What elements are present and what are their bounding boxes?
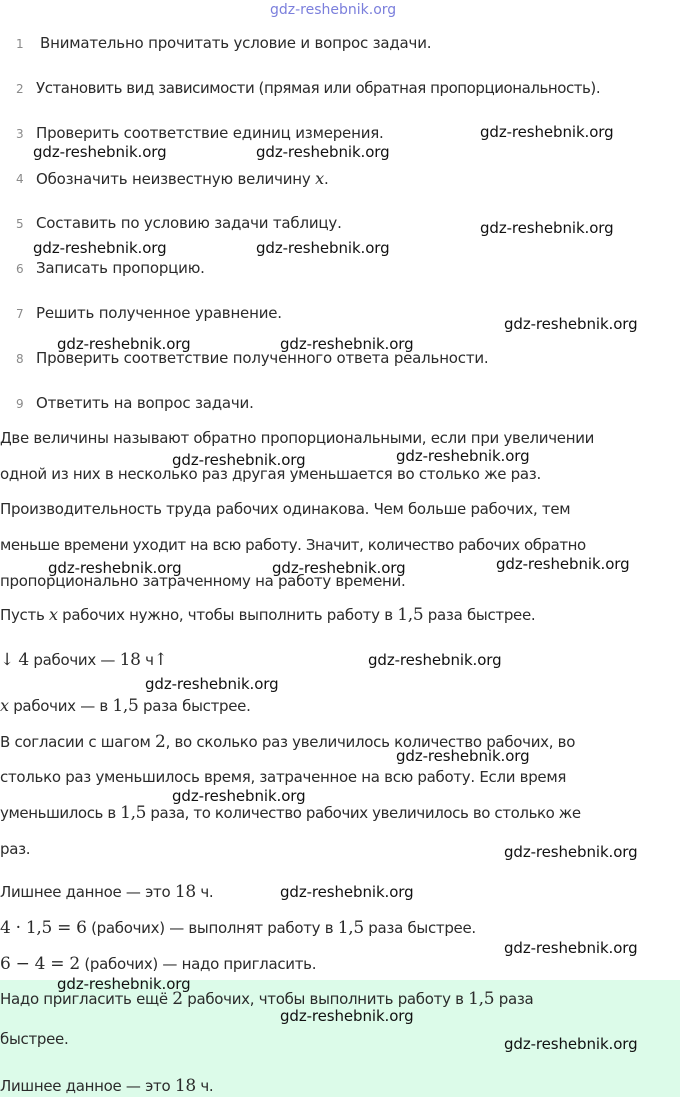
watermark: gdz-reshebnik.org xyxy=(57,335,191,353)
step-text: Решить полученное уравнение. xyxy=(36,304,282,322)
watermark: gdz-reshebnik.org xyxy=(280,335,414,353)
reasoning-line: Производительность труда рабочих одинакова. Чем больше рабочих, тем xyxy=(0,500,571,518)
calc-line-2: 6 − 4 = 2 (рабочих) — надо пригласить. xyxy=(0,954,317,974)
step-number: 2 xyxy=(16,82,24,96)
watermark: gdz-reshebnik.org xyxy=(48,559,182,577)
step-text: Составить по условию задачи таблицу. xyxy=(36,214,342,232)
step-number: 8 xyxy=(16,352,24,366)
step-number: 1 xyxy=(16,37,24,51)
answer-line: Надо пригласить ещё 2 рабочих, чтобы выполнить работу в 1,5 раза xyxy=(0,989,534,1009)
step-text: Внимательно прочитать условие и вопрос задачи. xyxy=(40,34,432,52)
step-number: 6 xyxy=(16,262,24,276)
calc-line-1: 4 · 1,5 = 6 (рабочих) — выполнят работу в 1,5 раза быстрее. xyxy=(0,918,476,938)
step-number: 7 xyxy=(16,307,24,321)
watermark: gdz-reshebnik.org xyxy=(256,239,390,257)
arrow-down-icon: ↓ xyxy=(0,650,14,670)
explanation-line: столько раз уменьшилось время, затраченное на всю работу. Если время xyxy=(0,768,567,786)
watermark: gdz-reshebnik.org xyxy=(280,1007,414,1025)
watermark: gdz-reshebnik.org xyxy=(172,787,306,805)
answer-line: Лишнее данное — это 18 ч. xyxy=(0,1076,214,1096)
arrow-up-icon: ↑ xyxy=(153,650,168,670)
watermark: gdz-reshebnik.org xyxy=(280,883,414,901)
watermark: gdz-reshebnik.org xyxy=(480,123,614,141)
watermark: gdz-reshebnik.org xyxy=(368,651,502,669)
watermark: gdz-reshebnik.org xyxy=(504,939,638,957)
watermark: gdz-reshebnik.org xyxy=(172,451,306,469)
step-text: Обозначить неизвестную величину x. xyxy=(36,169,329,188)
let-statement: Пусть x рабочих нужно, чтобы выполнить работу в 1,5 раза быстрее. xyxy=(0,605,536,625)
step-text: Установить вид зависимости (прямая или обратная пропорциональность). xyxy=(36,79,601,97)
watermark-top: gdz-reshebnik.org xyxy=(270,2,397,18)
explanation-line: В согласии с шагом 2, во сколько раз увеличилось количество рабочих, во xyxy=(0,732,576,752)
watermark: gdz-reshebnik.org xyxy=(256,143,390,161)
watermark: gdz-reshebnik.org xyxy=(504,1035,638,1053)
extra-data-note: Лишнее данное — это 18 ч. xyxy=(0,882,214,902)
table-row-1: ↓ 4 рабочих — 18 ч↑ xyxy=(0,650,168,670)
watermark: gdz-reshebnik.org xyxy=(396,447,530,465)
step-text: Проверить соответствие полученного ответа реальности. xyxy=(36,349,489,367)
step-number: 3 xyxy=(16,127,24,141)
step-number: 5 xyxy=(16,217,24,231)
watermark: gdz-reshebnik.org xyxy=(272,559,406,577)
explanation-line: раз. xyxy=(0,840,31,858)
watermark: gdz-reshebnik.org xyxy=(396,747,530,765)
step-number: 4 xyxy=(16,172,24,186)
reasoning-line: пропорционально затраченному на работу времени. xyxy=(0,572,406,590)
watermark: gdz-reshebnik.org xyxy=(496,555,630,573)
definition-line: одной из них в несколько раз другая уменьшается во столько же раз. xyxy=(0,465,541,483)
watermark: gdz-reshebnik.org xyxy=(504,315,638,333)
answer-line: быстрее. xyxy=(0,1030,69,1048)
watermark: gdz-reshebnik.org xyxy=(33,143,167,161)
watermark: gdz-reshebnik.org xyxy=(145,675,279,693)
watermark: gdz-reshebnik.org xyxy=(33,239,167,257)
explanation-line: уменьшилось в 1,5 раза, то количество рабочих увеличилось во столько же xyxy=(0,803,581,823)
step-number: 9 xyxy=(16,397,24,411)
watermark: gdz-reshebnik.org xyxy=(504,843,638,861)
definition-line: Две величины называют обратно пропорциональными, если при увеличении xyxy=(0,429,595,447)
watermark: gdz-reshebnik.org xyxy=(57,975,191,993)
reasoning-line: меньше времени уходит на всю работу. Значит, количество рабочих обратно xyxy=(0,536,586,554)
table-row-2: x рабочих — в 1,5 раза быстрее. xyxy=(0,696,251,716)
step-text: Проверить соответствие единиц измерения. xyxy=(36,124,384,142)
step-text: Записать пропорцию. xyxy=(36,259,205,277)
watermark: gdz-reshebnik.org xyxy=(480,219,614,237)
step-text: Ответить на вопрос задачи. xyxy=(36,394,254,412)
